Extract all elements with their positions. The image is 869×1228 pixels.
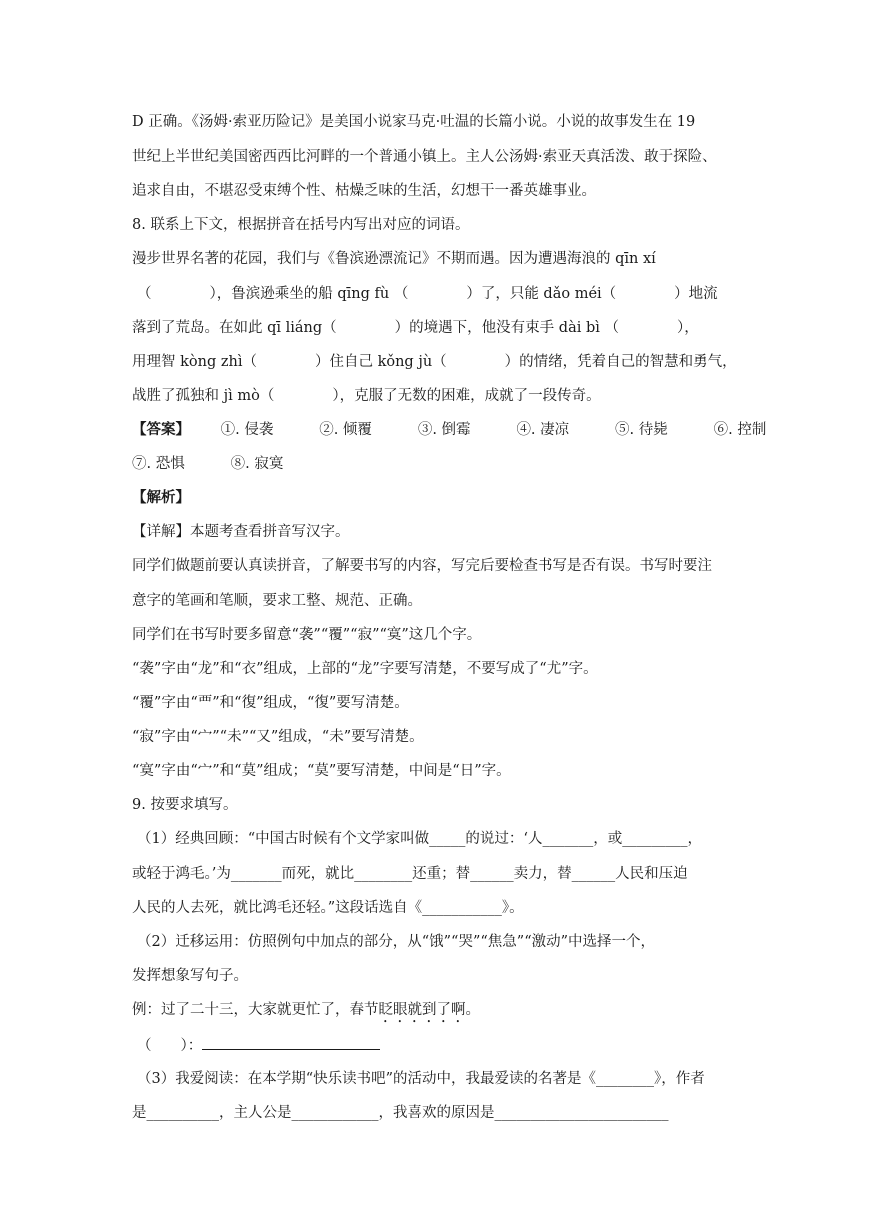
q8-text-line: 落到了荒岛。在如此 qī liáng（ ）的境遇下，他没有束手 dài bì （ ）， [132,320,699,336]
q9-part2-line: （2）迁移运用：仿照例句中加点的部分，从“饿”“哭”“焦急”“激动”中选择一个， [137,934,656,950]
q8-answer-row [132,420,766,440]
answer-item: ⑤. 待毙 [615,422,668,438]
explain-line: 同学们做题前要认真读拼音，了解要书写的内容，写完后要检查书写是否有误。书写时要注 [132,558,712,574]
example-dotted-text: 眨眼就到了啊 [378,1002,466,1018]
answer-blank[interactable] [202,1034,380,1050]
answer-label: 【答案】 [132,421,190,438]
answer-item: ③. 倒霉 [417,422,471,438]
q8-title: 8. 联系上下文，根据拼音在括号内写出对应的词语。 [132,217,470,233]
answer-item: ⑧. 寂寞 [230,456,284,472]
answer-item: ④. 凄凉 [516,422,570,438]
example-text: 例：过了二十三，大家就更忙了，春节 [132,1002,379,1018]
explain-line: “袭”字由“龙”和“衣”组成，上部的“龙”字要写清楚，不要写成了“尤”字。 [132,661,598,677]
q9-part1-line: （1）经典回顾：“中国古时候有个文学家叫做_____的说过：‘人_______，或_________， [137,831,702,847]
q9-fill-line [137,1034,380,1056]
q8-text-line: 用理智 kòng zhì（ ）住自己 kǒng jù（ ）的情绪，凭着自己的智慧和勇气， [132,354,737,370]
answer-item: ②. 倾覆 [319,422,372,438]
q9-part1-line: 人民的人去死，就比鸿毛还轻。”这段话选自《___________》。 [132,900,524,916]
q8-text-line: 战胜了孤独和 jì mò（ ），克服了无数的困难，成就了一段传奇。 [132,388,601,404]
q7-text-line: 世纪上半世纪美国密西西比河畔的一个普通小镇上。主人公汤姆·索亚天真活泼、敢于探险、 [132,149,717,165]
q9-part3-line [132,1103,669,1123]
explain-line: “寞”字由“宀”和“莫”组成；“莫”要写清楚，中间是“日”字。 [132,763,511,779]
answer-item: ①. 侵袭 [220,422,274,438]
analysis-label: 【解析】 [132,489,190,506]
q9-example [132,1000,480,1026]
q8-text-line: 漫步世界名著的花园，我们与《鲁滨逊漂流记》不期而遇。因为遭遇海浪的 qīn xí [132,251,656,267]
q8-text-line: （ ），鲁滨逊乘坐的船 qīng fù （ ）了，只能 dǎo méi（ ）地流 [137,286,718,302]
explain-line: 同学们在书写时要多留意“袭”“覆”“寂”“寞”这几个字。 [132,627,482,643]
answer-item: ⑥. 控制 [713,422,767,438]
example-end: 。 [465,1002,480,1018]
q9-part2-line: 发挥想象写句子。 [132,968,248,984]
part3-text: 是__________，主人公是____________，我喜欢的原因是 [132,1105,495,1121]
q9-part3-line: （3）我爱阅读：在本学期“快乐读书吧”的活动中，我最爱读的名著是《________》，作者 [137,1071,705,1087]
q7-text-line: 追求自由，不堪忍受束缚个性、枯燥乏味的生活，幻想干一番英雄事业。 [132,183,596,199]
part3-blank: ________________________ [494,1105,669,1121]
q8-answer-row [132,454,283,474]
q9-title: 9. 按要求填写。 [132,797,238,813]
q7-text-line: D 正确。《汤姆·索亚历险记》是美国小说家马克·吐温的长篇小说。小说的故事发生在 19 [132,114,696,130]
explain-line: “覆”字由“覀”和“復”组成，“復”要写清楚。 [132,695,409,711]
explain-line: “寂”字由“宀”“未”“又”组成，“未”要写清楚。 [132,729,424,745]
q9-part1-line: 或轻于鸿毛。’为_______而死，就比________还重；替______卖力，替______人民和压迫 [132,866,688,882]
fill-prefix: （ ）： [137,1038,203,1054]
explain-line: 意字的笔画和笔顺，要求工整、规范、正确。 [132,593,422,609]
detail-line: 【详解】本题考查看拼音写汉字。 [132,524,350,540]
answer-item: ⑦. 恐惧 [132,456,185,472]
